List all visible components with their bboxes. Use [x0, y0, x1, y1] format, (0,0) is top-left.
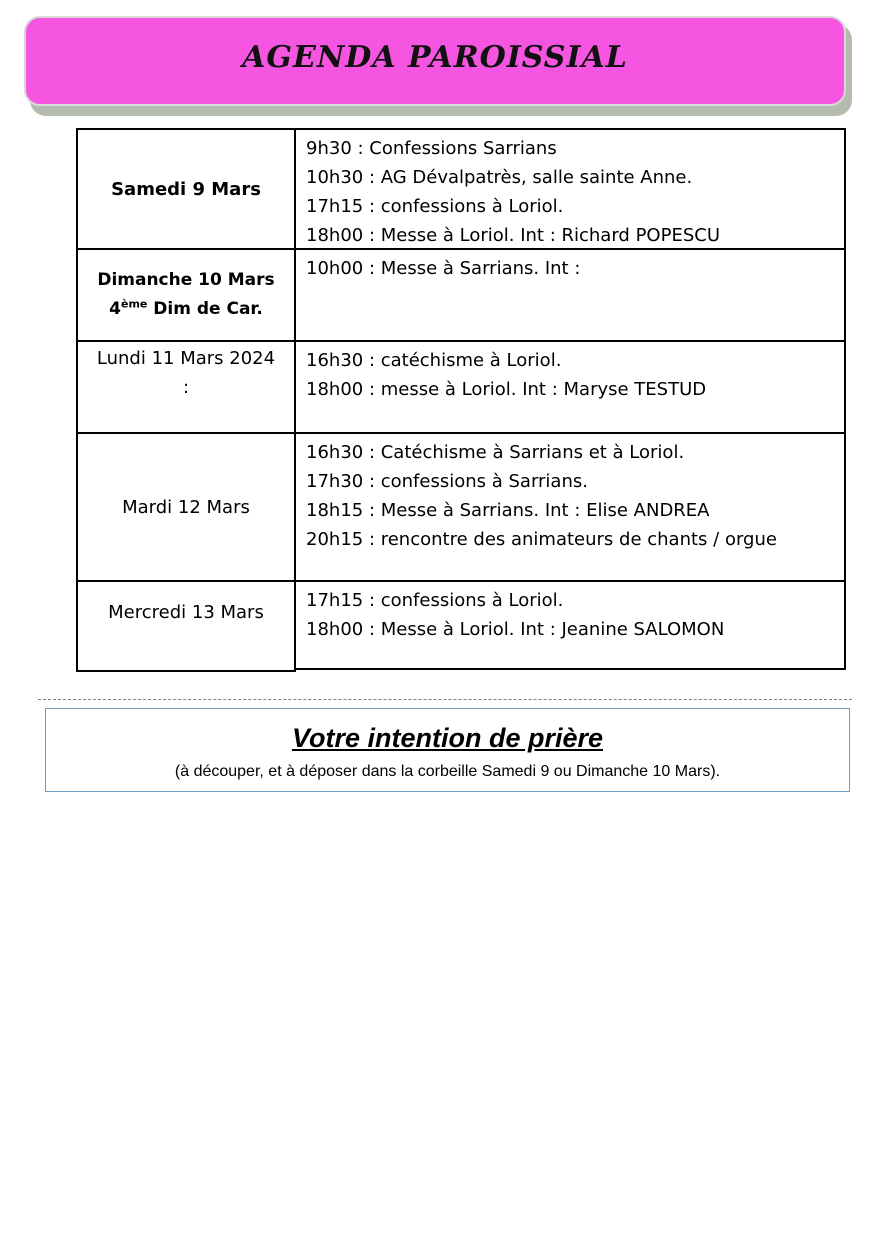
- title-banner: [24, 16, 846, 106]
- event-line: 18h00 : Messe à Loriol. Int : Richard POPESCU: [306, 225, 720, 246]
- event-line: 17h15 : confessions à Loriol.: [306, 196, 564, 217]
- date-label: Mardi 12 Mars: [122, 496, 250, 518]
- event-line: 9h30 : Confessions Sarrians: [306, 138, 557, 159]
- date-cell: [76, 128, 296, 248]
- events-cell: [296, 248, 846, 340]
- page-title: AGENDA PAROISSIAL: [242, 39, 628, 75]
- prayer-intention-box: [45, 708, 850, 792]
- sunday-label: Dim de Car.: [147, 299, 263, 319]
- cut-line-divider: [38, 699, 852, 700]
- events-cell: [296, 580, 846, 670]
- ordinal-suffix: ème: [120, 297, 148, 311]
- ordinal-number: 4: [109, 299, 121, 319]
- schedule-row: [76, 580, 846, 672]
- date-cell: [76, 432, 296, 580]
- date-label: Lundi 11 Mars 2024: [96, 348, 276, 369]
- date-label: Samedi 9 Mars: [111, 178, 261, 200]
- date-cell: [76, 248, 296, 340]
- schedule-table: [76, 128, 846, 672]
- event-line: 16h30 : catéchisme à Loriol.: [306, 350, 562, 371]
- prayer-instructions: (à découper, et à déposer dans la corbeille Samedi 9 ou Dimanche 10 Mars).: [174, 763, 721, 780]
- event-line: 10h30 : AG Dévalpatrès, salle sainte Anne.: [306, 167, 693, 188]
- event-line: 18h00 : Messe à Loriol. Int : Jeanine SALOMON: [306, 619, 725, 640]
- event-line: 18h15 : Messe à Sarrians. Int : Elise ANDREA: [306, 500, 710, 521]
- date-label-colon: :: [182, 377, 190, 398]
- event-line: 17h30 : confessions à Sarrians.: [306, 471, 588, 492]
- event-line: 16h30 : Catéchisme à Sarrians et à Loriol.: [306, 442, 685, 463]
- event-line: 18h00 : messe à Loriol. Int : Maryse TESTUD: [306, 379, 707, 400]
- event-line: 20h15 : rencontre des animateurs de chants / orgue: [306, 529, 777, 550]
- date-label-sub: [109, 295, 263, 324]
- schedule-row: [76, 340, 846, 432]
- event-line: 10h00 : Messe à Sarrians. Int :: [306, 258, 581, 279]
- prayer-title: Votre intention de prière: [291, 723, 604, 753]
- schedule-row: [76, 128, 846, 248]
- events-cell: [296, 340, 846, 432]
- event-line: 17h15 : confessions à Loriol.: [306, 590, 564, 611]
- date-cell: [76, 340, 296, 432]
- events-cell: [296, 128, 846, 248]
- date-label: Mercredi 13 Mars: [108, 602, 264, 623]
- date-label: Dimanche 10 Mars: [97, 270, 275, 290]
- events-cell: [296, 432, 846, 580]
- date-cell: [76, 580, 296, 672]
- schedule-row: [76, 432, 846, 580]
- schedule-row: [76, 248, 846, 340]
